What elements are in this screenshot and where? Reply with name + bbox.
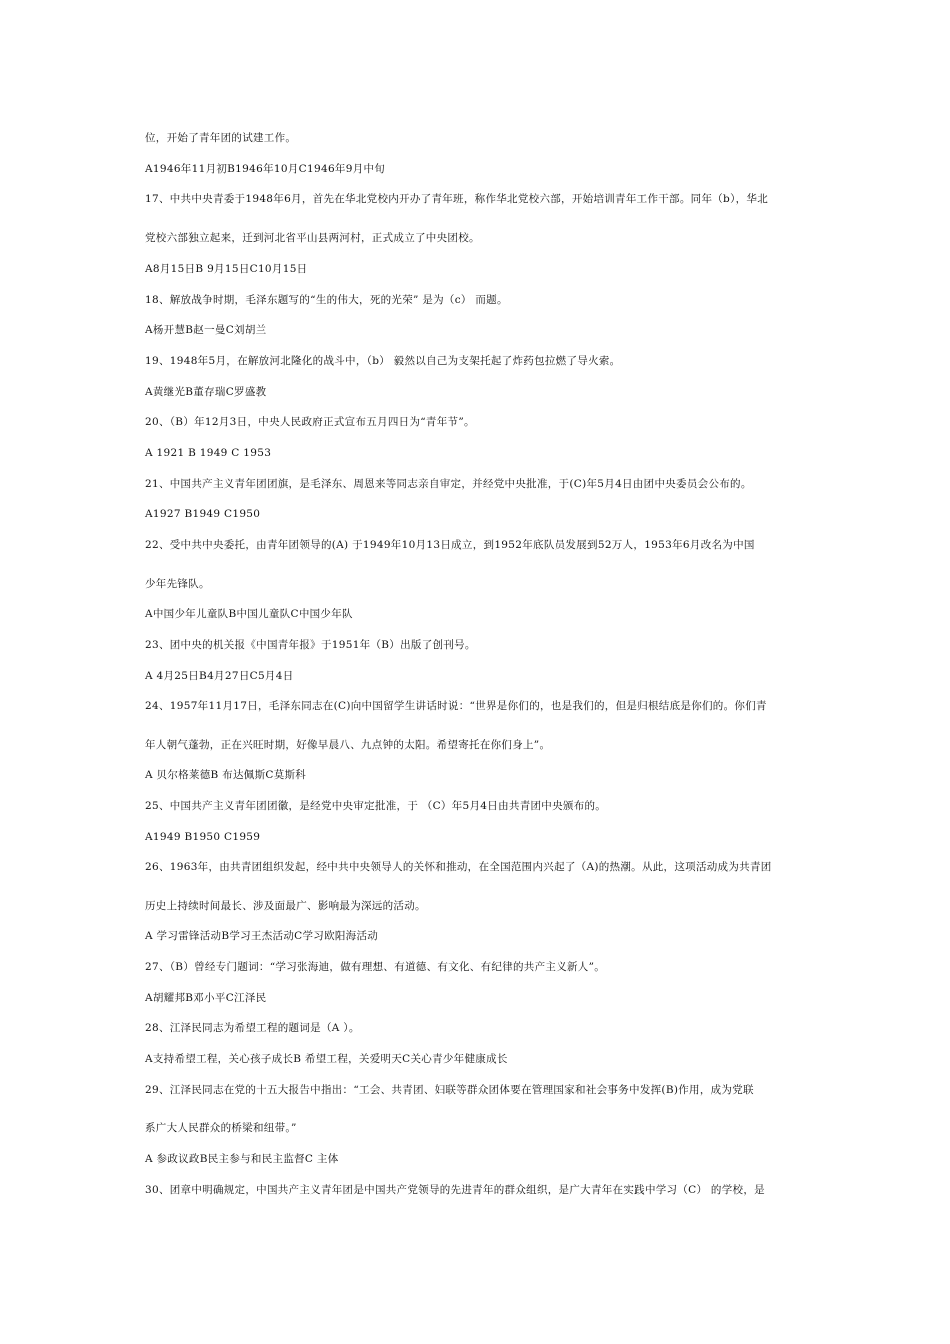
question-30: 30、团章中明确规定，中国共产主义青年团是中国共产党领导的先进青年的群众组织，是广大青年在实践中学习（C） 的学校，是 [145, 1184, 765, 1196]
answer-options: A黄继光B董存瑞C罗盛教 [145, 386, 267, 398]
answer-options: A 参政议政B民主参与和民主监督C 主体 [145, 1153, 339, 1165]
text-line: 系广大人民群众的桥梁和纽带。” [145, 1122, 297, 1134]
question-19: 19、1948年5月，在解放河北隆化的战斗中，（b） 毅然以自己为支架托起了炸药包拉燃了导火索。 [145, 355, 621, 367]
question-25: 25、中国共产主义青年团团徽，是经党中央审定批准，于 （C）年5月4日由共青团中央颁布的。 [145, 800, 607, 812]
question-20: 20、（B）年12月3日，中央人民政府正式宣布五月四日为“青年节”。 [145, 416, 475, 428]
answer-options: A胡耀邦B邓小平C江泽民 [145, 992, 267, 1004]
question-17: 17、中共中央青委于1948年6月，首先在华北党校内开办了青年班，称作华北党校六部，开始培训青年工作干部。同年（b），华北 [145, 193, 769, 205]
question-26: 26、1963年，由共青团组织发起，经中共中央领导人的关怀和推动，在全国范围内兴起了（A)的热潮。从此，这项活动成为共青团 [145, 861, 772, 873]
answer-options: A1949 B1950 C1959 [145, 831, 261, 843]
answer-options: A 贝尔格莱德B 布达佩斯C莫斯科 [145, 769, 307, 781]
answer-options: A杨开慧B赵一曼C刘胡兰 [145, 324, 267, 336]
answer-options: A中国少年儿童队B中国儿童队C中国少年队 [145, 608, 353, 620]
question-27: 27、（B）曾经专门题词：“学习张海迪，做有理想、有道德、有文化、有纪律的共产主义新人”。 [145, 961, 606, 973]
question-29: 29、江泽民同志在党的十五大报告中指出：“工会、共青团、妇联等群众团体要在管理国家和社会事务中发挥(B)作用，成为党联 [145, 1084, 754, 1096]
question-22: 22、受中共中央委托，由青年团领导的(A) 于1949年10月13日成立，到1952年底队员发展到52万人，1953年6月改名为中国 [145, 539, 755, 551]
question-23: 23、团中央的机关报《中国青年报》于1951年（B）出版了创刊号。 [145, 639, 476, 651]
answer-options: A 学习雷锋活动B学习王杰活动C学习欧阳海活动 [145, 930, 379, 942]
answer-options: A1946年11月初B1946年10月C1946年9月中旬 [145, 163, 386, 175]
question-24: 24、1957年11月17日，毛泽东同志在(C)向中国留学生讲话时说：“世界是你们的，也是我们的，但是归根结底是你们的。你们青 [145, 700, 767, 712]
question-21: 21、中国共产主义青年团团旗，是毛泽东、周恩来等同志亲自审定，并经党中央批准，于(C)年5月4日由团中央委员会公布的。 [145, 478, 752, 490]
text-line: 历史上持续时间最长、涉及面最广、影响最为深远的活动。 [145, 900, 426, 912]
answer-options: A 1921 B 1949 C 1953 [145, 447, 272, 459]
text-line: 年人朝气蓬勃，正在兴旺时期，好像早晨八、九点钟的太阳。希望寄托在你们身上”。 [145, 739, 551, 751]
answer-options: A1927 B1949 C1950 [145, 508, 261, 520]
answer-options: A支持希望工程，关心孩子成长B 希望工程，关爱明天C关心青少年健康成长 [145, 1053, 508, 1065]
question-18: 18、解放战争时期，毛泽东题写的“生的伟大，死的光荣” 是为（c） 而题。 [145, 294, 508, 306]
text-line: 位，开始了青年团的试建工作。 [145, 132, 297, 144]
question-28: 28、江泽民同志为希望工程的题词是（A ）。 [145, 1022, 360, 1034]
text-line: 党校六部独立起来，迁到河北省平山县两河村，正式成立了中央团校。 [145, 232, 480, 244]
text-line: 少年先锋队。 [145, 578, 210, 590]
answer-options: A8月15日B 9月15日C10月15日 [145, 263, 308, 275]
answer-options: A 4月25日B4月27日C5月4日 [145, 670, 294, 682]
